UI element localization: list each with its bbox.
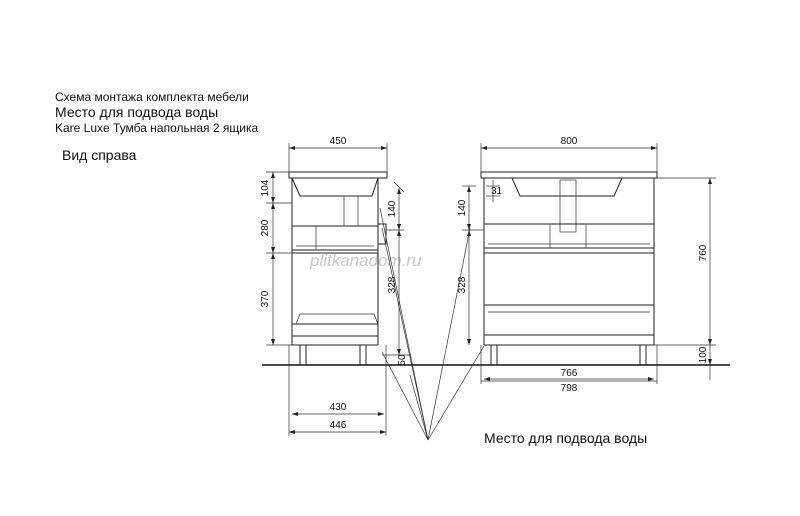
water-callout-label: Место для подвода воды [484, 430, 648, 446]
water-callout-leaders [380, 208, 484, 440]
side-dim-140: 140 [387, 200, 398, 218]
front-dim-766: 766 [560, 368, 578, 379]
front-dim-bottom [481, 345, 657, 394]
side-dim-50: 50 [397, 354, 408, 366]
front-dim-basin [486, 180, 503, 202]
header-line-2: Место для подвода воды [55, 104, 219, 120]
front-dim-800: 800 [560, 136, 578, 147]
side-dim-446: 446 [329, 420, 347, 431]
side-dim-430: 430 [329, 402, 347, 413]
front-dim-top-width [481, 136, 657, 172]
side-dim-top-width [289, 136, 387, 172]
front-dim-328: 328 [457, 276, 468, 294]
side-dim-bottom [289, 345, 386, 436]
watermark: plitkanadom.ru [310, 251, 422, 270]
front-dim-100: 100 [698, 346, 709, 364]
front-dim-760: 760 [698, 244, 709, 262]
front-dim-right [654, 178, 716, 380]
side-dim-280: 280 [260, 219, 271, 237]
side-dim-328: 328 [387, 276, 398, 294]
header-line-3: Kare Luxe Тумба напольная 2 ящика [55, 121, 259, 135]
side-dim-left-chain [260, 172, 292, 345]
front-dim-31: 31 [491, 186, 503, 197]
side-dim-370: 370 [260, 290, 271, 308]
front-dim-798: 798 [560, 383, 578, 394]
header-line-1: Схема монтажа комплекта мебели [55, 90, 249, 104]
front-view-cabinet [481, 172, 657, 365]
side-view-title: Вид справа [62, 147, 137, 163]
front-dim-water [457, 186, 484, 345]
side-dim-104: 104 [260, 179, 271, 197]
front-dim-140: 140 [457, 199, 468, 217]
side-dim-450: 450 [329, 136, 347, 147]
